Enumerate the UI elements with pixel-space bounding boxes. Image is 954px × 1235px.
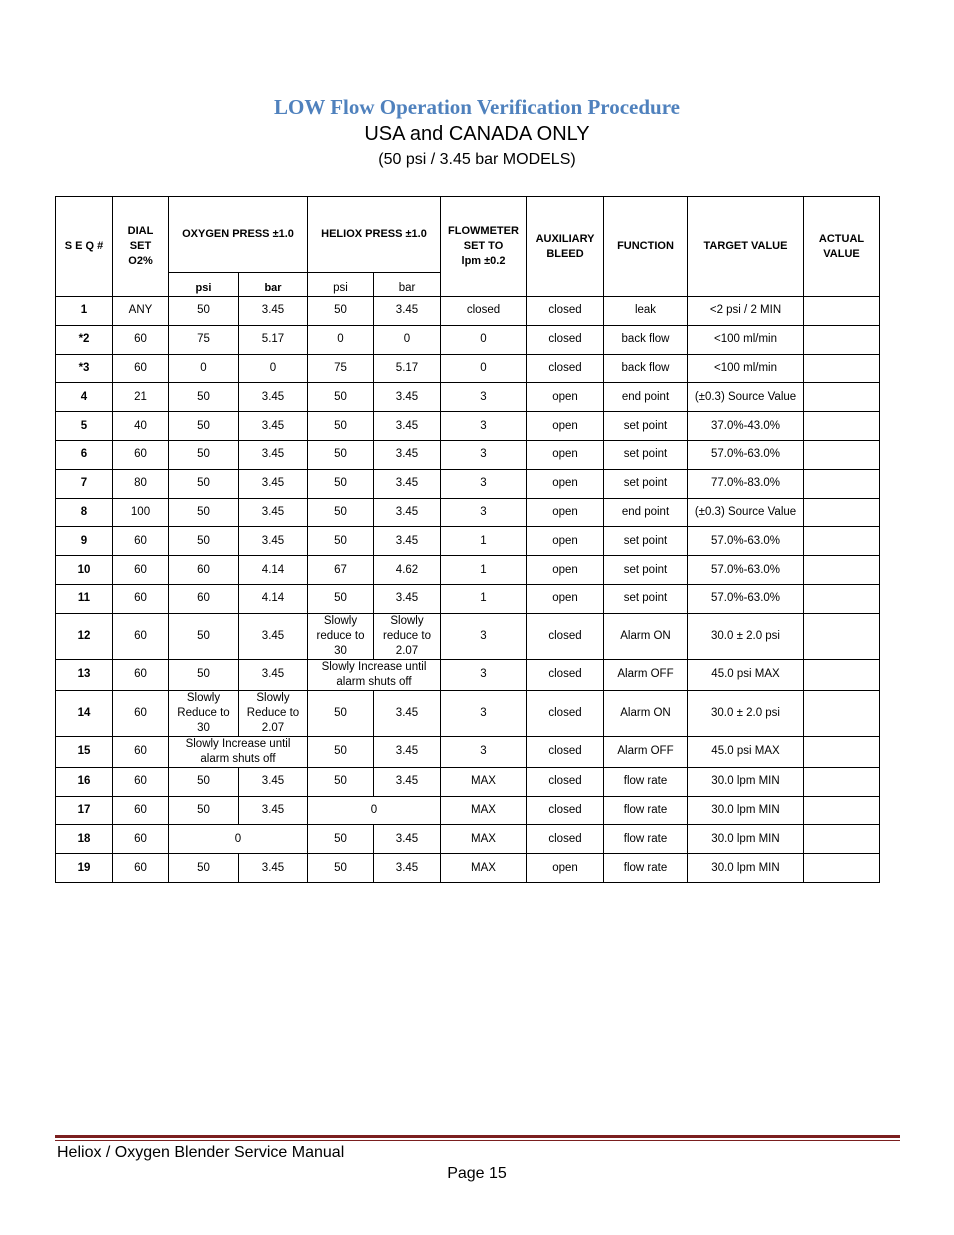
cell-heliox-bar: 3.45 bbox=[374, 297, 441, 326]
cell-oxygen-psi: 50 bbox=[169, 440, 239, 469]
cell-oxygen-bar: 0 bbox=[239, 354, 308, 383]
cell-target-value: 45.0 psi MAX bbox=[688, 736, 804, 767]
cell-oxygen-bar: 3.45 bbox=[239, 498, 308, 527]
cell-seq: 7 bbox=[56, 469, 113, 498]
cell-target-value: 30.0 lpm MIN bbox=[688, 767, 804, 796]
cell-target-value: 30.0 lpm MIN bbox=[688, 825, 804, 854]
cell-dial: 100 bbox=[113, 498, 169, 527]
cell-function: Alarm ON bbox=[604, 613, 688, 659]
cell-oxygen-merged: 0 bbox=[169, 825, 308, 854]
cell-heliox-bar: 3.45 bbox=[374, 412, 441, 441]
cell-heliox-psi: 50 bbox=[308, 825, 374, 854]
cell-heliox-psi: 50 bbox=[308, 412, 374, 441]
cell-actual-value bbox=[804, 584, 880, 613]
cell-actual-value bbox=[804, 383, 880, 412]
cell-dial: 21 bbox=[113, 383, 169, 412]
table-row bbox=[56, 412, 880, 441]
cell-actual-value bbox=[804, 297, 880, 326]
header-auxiliary-bleed: AUXILIARY BLEED bbox=[527, 197, 604, 297]
cell-heliox-merged: Slowly Increase until alarm shuts off bbox=[308, 659, 441, 690]
header-heliox-press: HELIOX PRESS ±1.0 bbox=[308, 197, 441, 273]
cell-flowmeter: 3 bbox=[441, 690, 527, 736]
header-oxygen-press: OXYGEN PRESS ±1.0 bbox=[169, 197, 308, 273]
cell-function: Alarm ON bbox=[604, 690, 688, 736]
cell-function: end point bbox=[604, 498, 688, 527]
cell-function: Alarm OFF bbox=[604, 736, 688, 767]
cell-actual-value bbox=[804, 527, 880, 556]
table-row bbox=[56, 297, 880, 326]
cell-actual-value bbox=[804, 613, 880, 659]
cell-flowmeter: 1 bbox=[441, 584, 527, 613]
cell-heliox-psi: 50 bbox=[308, 767, 374, 796]
cell-target-value: 30.0 lpm MIN bbox=[688, 796, 804, 825]
cell-seq: 19 bbox=[56, 854, 113, 883]
cell-dial: 60 bbox=[113, 440, 169, 469]
cell-oxygen-psi: Slowly Reduce to 30 bbox=[169, 690, 239, 736]
cell-dial: 60 bbox=[113, 767, 169, 796]
cell-aux-bleed: closed bbox=[527, 297, 604, 326]
table-row bbox=[56, 690, 880, 736]
header-seq: S E Q # bbox=[56, 197, 113, 297]
cell-aux-bleed: open bbox=[527, 469, 604, 498]
header-heliox-psi: psi bbox=[308, 273, 374, 297]
cell-actual-value bbox=[804, 556, 880, 585]
cell-dial: 60 bbox=[113, 556, 169, 585]
cell-heliox-bar: 3.45 bbox=[374, 584, 441, 613]
cell-function: set point bbox=[604, 584, 688, 613]
cell-oxygen-bar: 4.14 bbox=[239, 556, 308, 585]
cell-oxygen-psi: 75 bbox=[169, 325, 239, 354]
cell-oxygen-psi: 50 bbox=[169, 383, 239, 412]
cell-oxygen-bar: 3.45 bbox=[239, 854, 308, 883]
cell-target-value: 30.0 lpm MIN bbox=[688, 854, 804, 883]
cell-heliox-bar: 3.45 bbox=[374, 736, 441, 767]
cell-dial: 60 bbox=[113, 796, 169, 825]
cell-actual-value bbox=[804, 690, 880, 736]
table-row bbox=[56, 854, 880, 883]
models-subtitle: (50 psi / 3.45 bar MODELS) bbox=[378, 151, 576, 168]
cell-flowmeter: 3 bbox=[441, 736, 527, 767]
cell-oxygen-bar: 3.45 bbox=[239, 613, 308, 659]
cell-actual-value bbox=[804, 767, 880, 796]
table-row bbox=[56, 354, 880, 383]
cell-target-value: <2 psi / 2 MIN bbox=[688, 297, 804, 326]
cell-target-value: 57.0%-63.0% bbox=[688, 440, 804, 469]
cell-heliox-psi: 50 bbox=[308, 440, 374, 469]
cell-heliox-psi: 67 bbox=[308, 556, 374, 585]
header-oxygen-psi: psi bbox=[169, 273, 239, 297]
cell-heliox-psi: 75 bbox=[308, 354, 374, 383]
cell-aux-bleed: open bbox=[527, 383, 604, 412]
cell-heliox-psi: 50 bbox=[308, 854, 374, 883]
cell-heliox-bar: 3.45 bbox=[374, 825, 441, 854]
table-row bbox=[56, 736, 880, 767]
procedure-table bbox=[55, 196, 880, 883]
cell-target-value: 77.0%-83.0% bbox=[688, 469, 804, 498]
cell-target-value: <100 ml/min bbox=[688, 325, 804, 354]
cell-actual-value bbox=[804, 854, 880, 883]
cell-dial: 60 bbox=[113, 736, 169, 767]
cell-oxygen-psi: 50 bbox=[169, 498, 239, 527]
table-row bbox=[56, 659, 880, 690]
cell-oxygen-bar: 3.45 bbox=[239, 659, 308, 690]
cell-aux-bleed: closed bbox=[527, 736, 604, 767]
cell-function: back flow bbox=[604, 325, 688, 354]
cell-seq: 16 bbox=[56, 767, 113, 796]
cell-dial: 40 bbox=[113, 412, 169, 441]
cell-actual-value bbox=[804, 325, 880, 354]
cell-flowmeter: 3 bbox=[441, 469, 527, 498]
table-row bbox=[56, 613, 880, 659]
cell-heliox-bar: 3.45 bbox=[374, 767, 441, 796]
cell-flowmeter: 3 bbox=[441, 498, 527, 527]
cell-seq: 12 bbox=[56, 613, 113, 659]
cell-flowmeter: 0 bbox=[441, 325, 527, 354]
cell-aux-bleed: closed bbox=[527, 690, 604, 736]
cell-seq: *2 bbox=[56, 325, 113, 354]
table-row bbox=[56, 825, 880, 854]
cell-oxygen-bar: 3.45 bbox=[239, 383, 308, 412]
cell-target-value: (±0.3) Source Value bbox=[688, 383, 804, 412]
cell-oxygen-bar: 3.45 bbox=[239, 440, 308, 469]
table-row bbox=[56, 383, 880, 412]
cell-target-value: 37.0%-43.0% bbox=[688, 412, 804, 441]
header-heliox-bar: bar bbox=[374, 273, 441, 297]
cell-heliox-psi: Slowly reduce to 30 bbox=[308, 613, 374, 659]
table-row bbox=[56, 584, 880, 613]
cell-dial: 60 bbox=[113, 690, 169, 736]
cell-heliox-bar: Slowly reduce to 2.07 bbox=[374, 613, 441, 659]
cell-oxygen-psi: 0 bbox=[169, 354, 239, 383]
cell-heliox-psi: 0 bbox=[308, 325, 374, 354]
table-header-row bbox=[56, 197, 880, 273]
cell-dial: 60 bbox=[113, 584, 169, 613]
cell-dial: 60 bbox=[113, 613, 169, 659]
cell-oxygen-merged: Slowly Increase until alarm shuts off bbox=[169, 736, 308, 767]
cell-oxygen-psi: 50 bbox=[169, 412, 239, 441]
cell-flowmeter: MAX bbox=[441, 825, 527, 854]
cell-heliox-psi: 50 bbox=[308, 383, 374, 412]
cell-dial: 60 bbox=[113, 527, 169, 556]
cell-seq: 18 bbox=[56, 825, 113, 854]
cell-target-value: <100 ml/min bbox=[688, 354, 804, 383]
cell-oxygen-bar: 5.17 bbox=[239, 325, 308, 354]
cell-flowmeter: 3 bbox=[441, 613, 527, 659]
cell-heliox-psi: 50 bbox=[308, 584, 374, 613]
cell-target-value: (±0.3) Source Value bbox=[688, 498, 804, 527]
cell-oxygen-psi: 50 bbox=[169, 796, 239, 825]
cell-aux-bleed: open bbox=[527, 584, 604, 613]
cell-aux-bleed: closed bbox=[527, 613, 604, 659]
cell-heliox-psi: 50 bbox=[308, 736, 374, 767]
cell-aux-bleed: closed bbox=[527, 825, 604, 854]
cell-heliox-bar: 3.45 bbox=[374, 527, 441, 556]
cell-heliox-bar: 5.17 bbox=[374, 354, 441, 383]
cell-dial: 60 bbox=[113, 659, 169, 690]
cell-oxygen-psi: 50 bbox=[169, 659, 239, 690]
cell-oxygen-bar: 3.45 bbox=[239, 767, 308, 796]
cell-flowmeter: 1 bbox=[441, 527, 527, 556]
cell-aux-bleed: closed bbox=[527, 325, 604, 354]
cell-function: end point bbox=[604, 383, 688, 412]
cell-heliox-bar: 0 bbox=[374, 325, 441, 354]
header-target-value: TARGET VALUE bbox=[688, 197, 804, 297]
cell-seq: 15 bbox=[56, 736, 113, 767]
cell-flowmeter: MAX bbox=[441, 767, 527, 796]
cell-seq: 13 bbox=[56, 659, 113, 690]
cell-seq: 1 bbox=[56, 297, 113, 326]
cell-oxygen-psi: 50 bbox=[169, 527, 239, 556]
cell-heliox-bar: 3.45 bbox=[374, 440, 441, 469]
cell-function: leak bbox=[604, 297, 688, 326]
cell-aux-bleed: closed bbox=[527, 659, 604, 690]
cell-oxygen-bar: 4.14 bbox=[239, 584, 308, 613]
cell-seq: 6 bbox=[56, 440, 113, 469]
table-row bbox=[56, 527, 880, 556]
cell-oxygen-bar: 3.45 bbox=[239, 527, 308, 556]
cell-flowmeter: 3 bbox=[441, 659, 527, 690]
cell-function: set point bbox=[604, 556, 688, 585]
cell-heliox-psi: 50 bbox=[308, 690, 374, 736]
cell-heliox-merged: 0 bbox=[308, 796, 441, 825]
cell-function: set point bbox=[604, 440, 688, 469]
cell-oxygen-psi: 50 bbox=[169, 297, 239, 326]
cell-dial: 60 bbox=[113, 325, 169, 354]
cell-oxygen-psi: 50 bbox=[169, 613, 239, 659]
cell-flowmeter: MAX bbox=[441, 854, 527, 883]
cell-function: flow rate bbox=[604, 825, 688, 854]
footer-rule bbox=[55, 1135, 900, 1138]
cell-target-value: 57.0%-63.0% bbox=[688, 556, 804, 585]
cell-flowmeter: 3 bbox=[441, 383, 527, 412]
cell-dial: ANY bbox=[113, 297, 169, 326]
cell-aux-bleed: open bbox=[527, 854, 604, 883]
cell-heliox-bar: 3.45 bbox=[374, 469, 441, 498]
cell-heliox-psi: 50 bbox=[308, 469, 374, 498]
cell-aux-bleed: open bbox=[527, 556, 604, 585]
cell-aux-bleed: open bbox=[527, 440, 604, 469]
cell-actual-value bbox=[804, 796, 880, 825]
cell-oxygen-psi: 50 bbox=[169, 767, 239, 796]
cell-dial: 60 bbox=[113, 854, 169, 883]
cell-function: flow rate bbox=[604, 854, 688, 883]
cell-function: flow rate bbox=[604, 767, 688, 796]
cell-oxygen-psi: 50 bbox=[169, 854, 239, 883]
document-title: LOW Flow Operation Verification Procedure bbox=[274, 95, 680, 119]
cell-actual-value bbox=[804, 354, 880, 383]
region-subtitle: USA and CANADA ONLY bbox=[364, 123, 590, 145]
cell-actual-value bbox=[804, 825, 880, 854]
cell-target-value: 57.0%-63.0% bbox=[688, 527, 804, 556]
cell-flowmeter: 3 bbox=[441, 412, 527, 441]
cell-actual-value bbox=[804, 659, 880, 690]
cell-flowmeter: closed bbox=[441, 297, 527, 326]
cell-flowmeter: 3 bbox=[441, 440, 527, 469]
cell-heliox-bar: 3.45 bbox=[374, 854, 441, 883]
cell-target-value: 30.0 ± 2.0 psi bbox=[688, 613, 804, 659]
cell-seq: 4 bbox=[56, 383, 113, 412]
cell-aux-bleed: open bbox=[527, 527, 604, 556]
cell-aux-bleed: closed bbox=[527, 767, 604, 796]
cell-heliox-psi: 50 bbox=[308, 527, 374, 556]
header-function: FUNCTION bbox=[604, 197, 688, 297]
table-row bbox=[56, 767, 880, 796]
header-dial-set: DIAL SET O2% bbox=[113, 197, 169, 297]
cell-oxygen-bar: 3.45 bbox=[239, 412, 308, 441]
cell-actual-value bbox=[804, 440, 880, 469]
cell-oxygen-bar: Slowly Reduce to 2.07 bbox=[239, 690, 308, 736]
cell-heliox-bar: 4.62 bbox=[374, 556, 441, 585]
cell-seq: 8 bbox=[56, 498, 113, 527]
page-number: Page 15 bbox=[447, 1165, 507, 1182]
footer-manual-title: Heliox / Oxygen Blender Service Manual bbox=[57, 1144, 345, 1161]
header-actual-value: ACTUAL VALUE bbox=[804, 197, 880, 297]
cell-heliox-bar: 3.45 bbox=[374, 690, 441, 736]
cell-flowmeter: MAX bbox=[441, 796, 527, 825]
cell-target-value: 57.0%-63.0% bbox=[688, 584, 804, 613]
cell-heliox-bar: 3.45 bbox=[374, 498, 441, 527]
cell-function: set point bbox=[604, 412, 688, 441]
cell-target-value: 45.0 psi MAX bbox=[688, 659, 804, 690]
table-row bbox=[56, 469, 880, 498]
cell-aux-bleed: open bbox=[527, 412, 604, 441]
cell-aux-bleed: closed bbox=[527, 354, 604, 383]
cell-seq: 5 bbox=[56, 412, 113, 441]
table-row bbox=[56, 325, 880, 354]
cell-target-value: 30.0 ± 2.0 psi bbox=[688, 690, 804, 736]
cell-actual-value bbox=[804, 469, 880, 498]
cell-heliox-psi: 50 bbox=[308, 297, 374, 326]
cell-function: flow rate bbox=[604, 796, 688, 825]
footer-rule-thin bbox=[55, 1140, 900, 1141]
cell-function: Alarm OFF bbox=[604, 659, 688, 690]
header-flowmeter: FLOWMETER SET TO lpm ±0.2 bbox=[441, 197, 527, 297]
table-row bbox=[56, 796, 880, 825]
cell-aux-bleed: open bbox=[527, 498, 604, 527]
cell-oxygen-bar: 3.45 bbox=[239, 469, 308, 498]
cell-oxygen-psi: 60 bbox=[169, 584, 239, 613]
cell-seq: 9 bbox=[56, 527, 113, 556]
cell-seq: 17 bbox=[56, 796, 113, 825]
cell-oxygen-bar: 3.45 bbox=[239, 297, 308, 326]
cell-seq: 14 bbox=[56, 690, 113, 736]
cell-seq: 10 bbox=[56, 556, 113, 585]
cell-actual-value bbox=[804, 736, 880, 767]
cell-actual-value bbox=[804, 412, 880, 441]
cell-seq: 11 bbox=[56, 584, 113, 613]
cell-flowmeter: 0 bbox=[441, 354, 527, 383]
cell-oxygen-psi: 60 bbox=[169, 556, 239, 585]
cell-function: back flow bbox=[604, 354, 688, 383]
table-row bbox=[56, 556, 880, 585]
cell-dial: 80 bbox=[113, 469, 169, 498]
header-oxygen-bar: bar bbox=[239, 273, 308, 297]
cell-heliox-bar: 3.45 bbox=[374, 383, 441, 412]
cell-dial: 60 bbox=[113, 825, 169, 854]
cell-oxygen-psi: 50 bbox=[169, 469, 239, 498]
cell-oxygen-bar: 3.45 bbox=[239, 796, 308, 825]
cell-dial: 60 bbox=[113, 354, 169, 383]
cell-aux-bleed: closed bbox=[527, 796, 604, 825]
cell-actual-value bbox=[804, 498, 880, 527]
cell-seq: *3 bbox=[56, 354, 113, 383]
cell-heliox-psi: 50 bbox=[308, 498, 374, 527]
table-row bbox=[56, 498, 880, 527]
cell-function: set point bbox=[604, 469, 688, 498]
cell-flowmeter: 1 bbox=[441, 556, 527, 585]
table-row bbox=[56, 440, 880, 469]
cell-function: set point bbox=[604, 527, 688, 556]
